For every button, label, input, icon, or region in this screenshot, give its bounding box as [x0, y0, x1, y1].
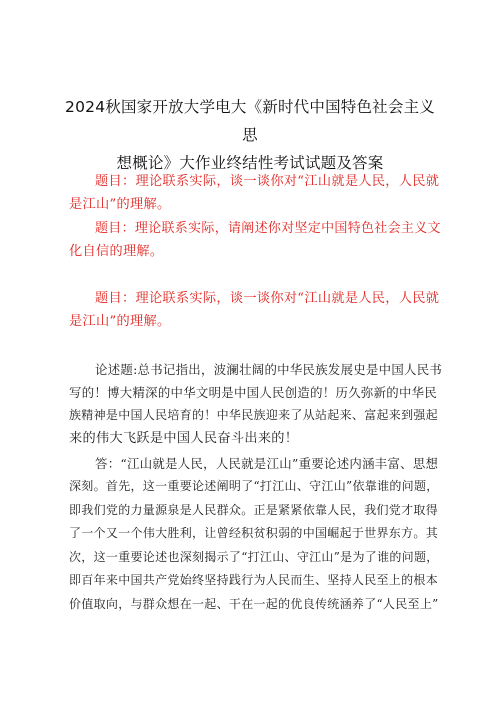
answer-line-2: 深刻。首先，这一重要论述阐明了“打江山、守江山”依靠谁的问题，	[69, 479, 439, 493]
question-2-line-1: 题目：理论联系实际，请阐述你对坚定中国特色社会主义文	[95, 221, 441, 236]
question-1-line-2: 是江山”的理解。	[69, 197, 171, 212]
document-title	[60, 93, 440, 177]
essay-line-2: 写的！博大精深的中华文明是中国人民创造的！历久弥新的中华民	[69, 385, 438, 400]
title-line-2: 想概论》大作业终结性考试试题及答案	[116, 154, 384, 172]
answer-line-7: 价值取向，与群众想在一起、干在一起的优良传统涵养了“人民至上”	[69, 597, 439, 611]
question-3-line-1: 题目：理论联系实际，谈一谈你对“江山就是人民，人民就	[95, 291, 440, 306]
title-line-1: 2024秋国家开放大学电大《新时代中国特色社会主义思	[65, 98, 435, 144]
essay-line-4: 来的伟大飞跃是中国人民奋斗出来的！	[69, 431, 299, 446]
question-1-line-1: 题目：理论联系实际，谈一谈你对“江山就是人民，人民就	[95, 174, 440, 189]
question-2-line-2: 化自信的理解。	[69, 244, 164, 259]
essay-line-3: 族精神是中国人民培育的！中华民族迎来了从站起来、富起来到强起	[69, 408, 439, 422]
essay-line-1: 论述题:总书记指出，波澜壮阔的中华民族发展史是中国人民书	[95, 362, 443, 377]
answer-line-6: 即百年来中国共产党始终坚持践行为人民而生、坚持人民至上的根本	[69, 573, 439, 587]
answer-line-1: 答：“江山就是人民，人民就是江山”重要论述内涵丰富、思想	[95, 456, 439, 471]
answer-line-4: 了一个又一个伟大胜利，让曾经积贫积弱的中国崛起于世界东方。其	[69, 526, 439, 540]
question-3-line-2: 是江山”的理解。	[69, 314, 171, 329]
answer-line-5: 次，这一重要论述也深刻揭示了“打江山、守江山”是为了谁的问题，	[69, 550, 439, 564]
answer-line-3: 即我们党的力量源泉是人民群众。正是紧紧依靠人民，我们党才取得	[69, 503, 439, 517]
